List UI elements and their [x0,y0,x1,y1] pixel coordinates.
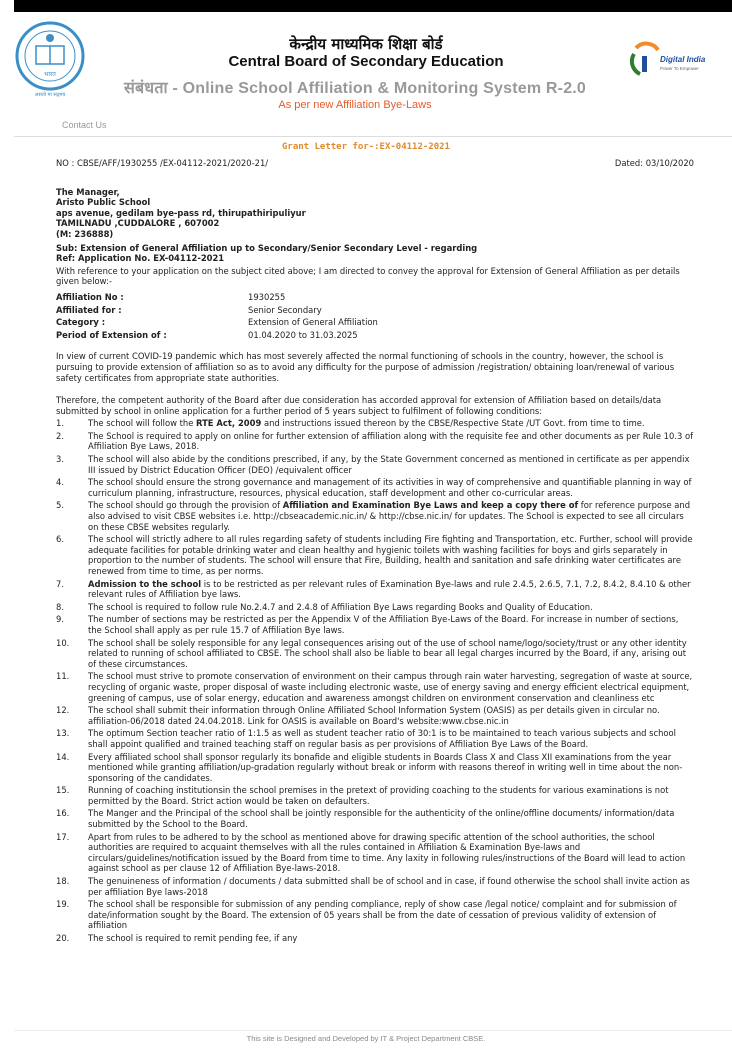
intro-paragraph: With reference to your application on the subject cited above; I am directed to convey the approval for Extension of General Affiliation as per details given below:- [56,265,680,287]
top-black-bar [14,0,732,12]
condition-item [56,431,694,452]
condition-number: 19. [56,899,70,910]
condition-text: for reference purpose and also advised to visit CBSE websites i.e. http://cbseacademic.nic.in/ & http://cbse.nic.in/ for updates. The School is expected to see all circulars on these CBSE websites regularly. [88,500,691,532]
condition-number: 3. [56,454,64,465]
condition-text: The school will follow the [88,418,197,429]
detail-label: Affiliation No : [56,291,124,302]
condition-text: The school shall submit their information through Online Affiliated School Information System (OASIS) as per details given in circular no. affiliation-06/2018 dated 24.04.2018. Link for OASIS is available on Board's website:www.cbse.nic.in [88,705,660,726]
condition-number: 11. [56,671,70,682]
condition-number: 13. [56,728,70,739]
detail-value: 1930255 [248,291,286,302]
english-title: Central Board of Secondary Education [228,53,504,70]
condition-text: The number of sections may be restricted as per the Appendix V of the Affiliation Bye-Laws of the Board. For increase in number of sections, the School shall apply as per rule 15.7 of Affiliation Bye laws. [88,614,679,635]
condition-item [56,614,694,635]
condition-item [56,808,694,829]
condition-text: The optimum Section teacher ratio of 1:1.5 as well as student teacher ratio of 30:1 is to be maintained to teach various subjects and school shall appoint qualified and trained teaching staff on regular basis as per provisions of Affiliation Bye Laws of the Board. [88,728,676,749]
condition-bold-text: Affiliation and Examination Bye Laws and keep a copy there of [282,500,579,511]
condition-text: The school must strive to promote conservation of environment on their campus through rain water harvesting, segregation of waste at source, recycling of organic waste, proper disposal of waste including electronic waste, use of energy saving and energy efficient electrical equipment, greening of campus, use of solar energy, education and awareness amongst children on environment conservation and cleanliness etc [88,671,693,703]
condition-item [56,500,694,532]
condition-number: 7. [56,578,64,589]
address-line: (M: 236888) [56,228,114,239]
system-title: संबंधता - Online School Affiliation & Monitoring System R-2.0 [123,80,587,97]
affiliation-details-table [56,291,378,341]
digital-india-tagline: Power To Empower [660,66,699,71]
subject-line: Sub: Extension of General Affiliation up to Secondary/Senior Secondary Level - regarding [56,242,478,253]
address-line: Aristo Public School [56,197,151,208]
detail-row [56,316,378,329]
header-subtitle: As per new Affiliation Bye-Laws [278,99,432,111]
condition-number: 2. [56,430,64,441]
condition-item [56,933,694,944]
condition-item [56,454,694,475]
reference-number: NO : CBSE/AFF/1930255 /EX-04112-2021/2020-21/ [56,158,269,168]
condition-number: 9. [56,614,64,625]
condition-text: The genuineness of information / documents / data submitted shall be of school and in case, if found otherwise the school shall invite action as per affiliation Bye laws-2018 [88,876,690,897]
condition-text: The school shall be responsible for submission of any pending compliance, reply of show case /legal notice/ complaint and for submission of date/information sought by the Board. The extension of 05 years shall be from the date of cessation of previous validity of extension of affiliation [88,899,677,931]
condition-text: The school is required to follow rule No.2.4.7 and 2.4.8 of Affiliation Bye Laws regarding Books and Quality of Education. [88,601,593,612]
condition-text: The school will strictly adhere to all rules regarding safety of students including Fire fighting and Transportation, etc. Further, school will provide adequate facilities for potable drinking water and clean healthy and hygienic toilets with washing facilities for boys and girls separately in proportion to the number of students. The school will ensure that Fire, Building, health and sanitation and safe drinking water certificates are renewed from time to time, as per norms. [88,534,693,576]
cbse-logo-motto: असतो मा सद्गमय [34,92,66,98]
cbse-logo-text: भारत [44,71,56,78]
detail-row [56,291,378,304]
condition-bold-text: RTE Act, 2009 [196,418,262,429]
condition-text: Apart from rules to be adhered to by the school as mentioned above for drawing specific attention of the school authorities, the school authorities are required to acquaint themselves with all the rules contained in Affiliation & Examination Bye-laws and circulars/guidelines/notification issued by the Board from time to time. Any laxity in following rules/instructions of the Board will lead to action against school as per clause 12 of Affiliation Bye-laws-2018. [88,831,686,874]
condition-text: The School is required to apply on online for further extension of affiliation along with the requisite fee and other documents as per Rule 10.3 of Affiliation Bye Laws, 2018. [88,430,694,452]
page-header [0,12,732,120]
condition-item [56,752,694,784]
condition-item [56,579,694,600]
condition-number: 16. [56,808,70,819]
digital-india-brand: Digital India [660,55,706,64]
covid-paragraph: In view of current COVID-19 pandemic which has most severely affected the normal functioning of schools in the country, however, the school is pursuing to provide extension of affiliation so as to avoid any difficulty for the purpose of admission /registration/ obtaining loan/renewal of various safety certificates from appropriate state authorities. [56,351,675,383]
page-footer: This site is Designed and Developed by IT & Project Department CBSE. [0,1034,732,1056]
condition-text: and instructions issued thereon by the CBSE/Respective State /UT Govt. from time to time. [261,418,645,429]
letter-body [56,158,694,946]
condition-item [56,899,694,931]
condition-item [56,602,694,613]
address-line: The Manager, [56,186,120,197]
condition-text: The school should go through the provision of [88,500,283,511]
condition-number: 8. [56,601,64,612]
condition-text: The school is required to remit pending fee, if any [88,933,298,943]
condition-item [56,638,694,670]
detail-label: Category : [56,317,106,328]
condition-text: Every affiliated school shall sponsor regularly its bonafide and eligible students in Boards Class X and Class XII examinations from the year mentioned while granting affiliation/up-gradation regularly without break or inform with reasons thereof in writing well in time about the non-sponsoring of the candidates. [88,751,683,783]
address-line: aps avenue, gedilam bye-pass rd, thirupathiripuliyur [56,207,306,218]
letter-date: Dated: 03/10/2020 [614,158,694,168]
condition-item [56,785,694,806]
condition-number: 4. [56,477,64,488]
condition-bold-text: Admission to the school [88,578,202,589]
condition-item [56,705,694,726]
reference-row [56,158,694,169]
condition-number: 10. [56,637,70,648]
detail-row [56,329,378,342]
condition-number: 1. [56,418,64,429]
condition-text: The school will also abide by the conditions prescribed, if any, by the State Government concerned as mentioned in certificate as per appendix III issued by District Education Officer (DEO) /equivalent officer [88,454,690,475]
condition-item [56,418,694,429]
address-line: TAMILNADU ,CUDDALORE , 607002 [56,218,220,229]
condition-number: 17. [56,831,70,842]
condition-item [56,832,694,874]
detail-value: Senior Secondary [248,304,322,315]
detail-row [56,304,378,317]
condition-text: The Manger and the Principal of the school shall be jointly responsible for the authenticity of the online/offline documents/ information/data submitted by the School to the Board. [88,808,675,830]
condition-item [56,876,694,897]
condition-text: Running of coaching institutionsin the school premises in the pretext of providing coaching to the students for various examinations is not permitted by the Board. Strict action would be taken on defaulters. [88,785,669,806]
conditions-list [56,418,694,943]
condition-number: 20. [56,933,70,943]
condition-item [56,671,694,703]
condition-number: 14. [56,751,70,762]
grant-letter-title: Grant Letter for-:EX-04112-2021 [282,142,450,152]
detail-label: Period of Extension of : [56,329,167,340]
digital-india-logo-icon [630,40,720,80]
condition-item [56,477,694,498]
detail-value: Extension of General Affiliation [248,317,378,328]
condition-number: 15. [56,785,70,796]
condition-item [56,728,694,749]
contact-us-link[interactable]: Contact Us [62,120,107,130]
condition-number: 12. [56,705,70,716]
detail-value: 01.04.2020 to 31.03.2025 [248,329,358,340]
condition-text: is to be restricted as per relevant rules of Examination Bye-laws and rule 2.4.5, 2.6.5, 7.1, 7.2, 8.4.2, 8.4.10 & other relevant rules of Affiliation bye laws. [88,578,691,600]
nav-bar [14,120,732,137]
hindi-title: केन्द्रीय माध्यमिक शिक्षा बोर्ड [289,35,443,53]
reference-line: Ref: Application No. EX-04112-2021 [56,253,225,264]
condition-text: The school shall be solely responsible for any legal consequences arising out of the use of school name/logo/society/trust or any other identity related to running of school affiliated to CBSE. The school shall also be liable to bear all legal charges incurred by the Board, if any, arising out of these circumstances. [88,637,687,669]
therefore-paragraph: Therefore, the competent authority of the Board after due consideration has accorded approval for extension of Affiliation based on details/data submitted by school in online application for a further period of 5 years subject to fulfilment of following conditions: [56,395,662,416]
address-block [56,187,694,240]
condition-item [56,534,694,576]
condition-text: The school should ensure the strong governance and management of its activities in way of comprehensive and quantifiable planning in way of curriculum planning, infrastructure, resources, physical education, staff development and other co-curricular areas. [88,477,692,498]
condition-number: 6. [56,534,64,545]
detail-label: Affiliated for : [56,304,122,315]
footer-divider [14,1030,732,1031]
condition-number: 5. [56,500,64,511]
condition-number: 18. [56,876,70,887]
